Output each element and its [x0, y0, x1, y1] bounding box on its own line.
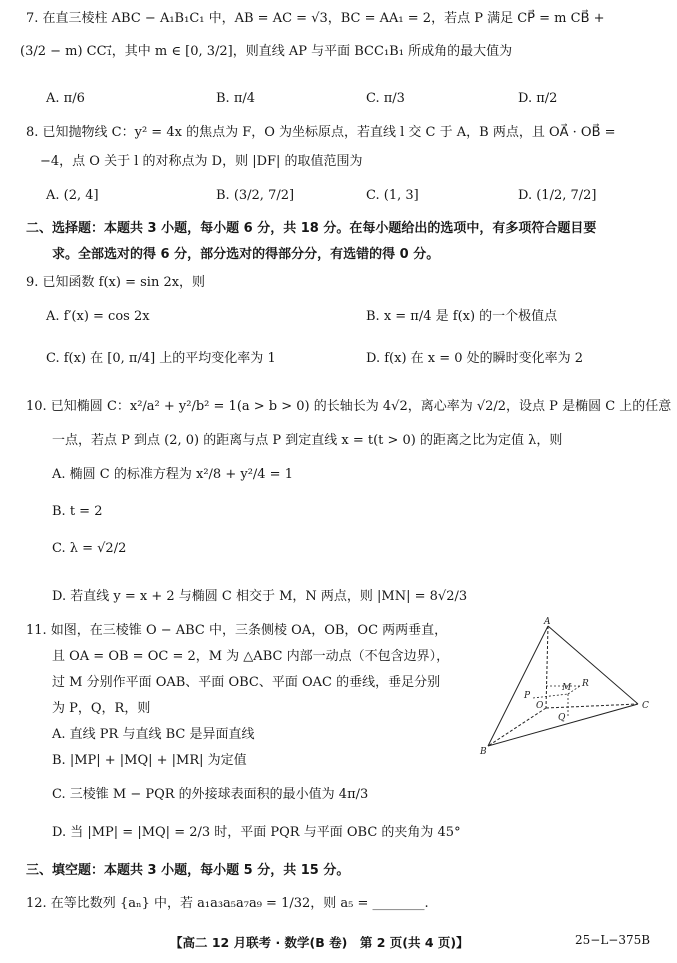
label-C: C	[642, 701, 649, 711]
q10-option-d: D. 若直线 y = x + 2 与椭圆 C 相交于 M，N 两点，则 |MN| = 8√2/3	[52, 589, 468, 604]
q7-option-a: A. π/6	[46, 91, 85, 106]
tetrahedron-figure	[478, 616, 658, 756]
q7-line1: 7. 在直三棱柱 ABC − A₁B₁C₁ 中，AB = AC = √3，BC = AA₁ = 2，若点 P 满足 CP⃗ = m CB⃗ +	[26, 11, 605, 26]
q10-option-b: B. t = 2	[52, 504, 103, 519]
q10-line2: 一点，若点 P 到点 (2, 0) 的距离与点 P 到定直线 x = t(t > 0) 的距离之比为定值 λ，则	[52, 433, 563, 448]
q8-option-a: A. (2, 4]	[46, 188, 99, 203]
q9-option-a: A. f′(x) = cos 2x	[46, 309, 150, 324]
q11-option-c: C. 三棱锥 M − PQR 的外接球表面积的最小值为 4π/3	[52, 787, 369, 802]
q11-line3: 过 M 分别作平面 OAB、平面 OBC、平面 OAC 的垂线，垂足分别	[52, 675, 441, 690]
q8-option-d: D. (1/2, 7/2]	[518, 188, 597, 203]
q11-option-a: A. 直线 PR 与直线 BC 是异面直线	[52, 727, 255, 742]
section2-heading-line1: 二、选择题：本题共 3 小题，每小题 6 分，共 18 分。在每小题给出的选项中，有多项符合题目要	[26, 221, 597, 236]
label-R: R	[582, 679, 589, 689]
q10-option-c: C. λ = √2/2	[52, 541, 127, 556]
q8-line2: −4，点 O 关于 l 的对称点为 D，则 |DF| 的取值范围为	[40, 154, 363, 169]
page-footer: 【高二 12 月联考 · 数学(B 卷) 第 2 页(共 4 页)】	[170, 935, 469, 950]
q9-option-b: B. x = π/4 是 f(x) 的一个极值点	[366, 309, 558, 324]
q10-line1: 10. 已知椭圆 C：x²/a² + y²/b² = 1(a > b > 0) 的长轴长为 4√2，离心率为 √2/2，设点 P 是椭圆 C 上的任意	[26, 399, 672, 414]
section2-heading-line2: 求。全部选对的得 6 分，部分选对的得部分分，有选错的得 0 分。	[52, 247, 440, 262]
label-P: P	[524, 691, 531, 701]
q7-option-d: D. π/2	[518, 91, 558, 106]
q8-line1: 8. 已知抛物线 C：y² = 4x 的焦点为 F，O 为坐标原点，若直线 l 交 C 于 A，B 两点，且 OA⃗ · OB⃗ =	[26, 125, 616, 140]
label-A: A	[544, 617, 551, 627]
q12-text: 12. 在等比数列 {aₙ} 中，若 a₁a₃a₅a₇a₉ = 1/32，则 a₅ = ________.	[26, 896, 429, 911]
label-B: B	[480, 747, 487, 756]
q7-line2: (3/2 − m) CC₁⃗，其中 m ∈ [0, 3/2]，则直线 AP 与平面 BCC₁B₁ 所成角的最大值为	[20, 44, 513, 59]
q8-option-c: C. (1, 3]	[366, 188, 419, 203]
section3-heading: 三、填空题：本题共 3 小题，每小题 5 分，共 15 分。	[26, 863, 350, 878]
q11-option-b: B. |MP| + |MQ| + |MR| 为定值	[52, 753, 247, 768]
q7-option-c: C. π/3	[366, 91, 405, 106]
q11-option-d: D. 当 |MP| = |MQ| = 2/3 时，平面 PQR 与平面 OBC 的夹角为 45°	[52, 825, 461, 840]
label-M: M	[562, 683, 572, 693]
label-Q: Q	[558, 713, 566, 723]
q9-option-c: C. f(x) 在 [0, π/4] 上的平均变化率为 1	[46, 351, 276, 366]
q10-option-a: A. 椭圆 C 的标准方程为 x²/8 + y²/4 = 1	[52, 467, 293, 482]
q7-option-b: B. π/4	[216, 91, 256, 106]
q11-line2: 且 OA = OB = OC = 2，M 为 △ABC 内部一动点（不包含边界），	[52, 649, 450, 664]
q11-line4: 为 P，Q，R，则	[52, 701, 151, 716]
q9-stem: 9. 已知函数 f(x) = sin 2x，则	[26, 275, 206, 290]
exam-code: 25−L−375B	[575, 933, 651, 947]
q9-option-d: D. f(x) 在 x = 0 处的瞬时变化率为 2	[366, 351, 584, 366]
q11-line1: 11. 如图，在三棱锥 O − ABC 中，三条侧棱 OA，OB，OC 两两垂直，	[26, 623, 448, 638]
label-O: O	[536, 701, 544, 711]
q8-option-b: B. (3/2, 7/2]	[216, 188, 295, 203]
